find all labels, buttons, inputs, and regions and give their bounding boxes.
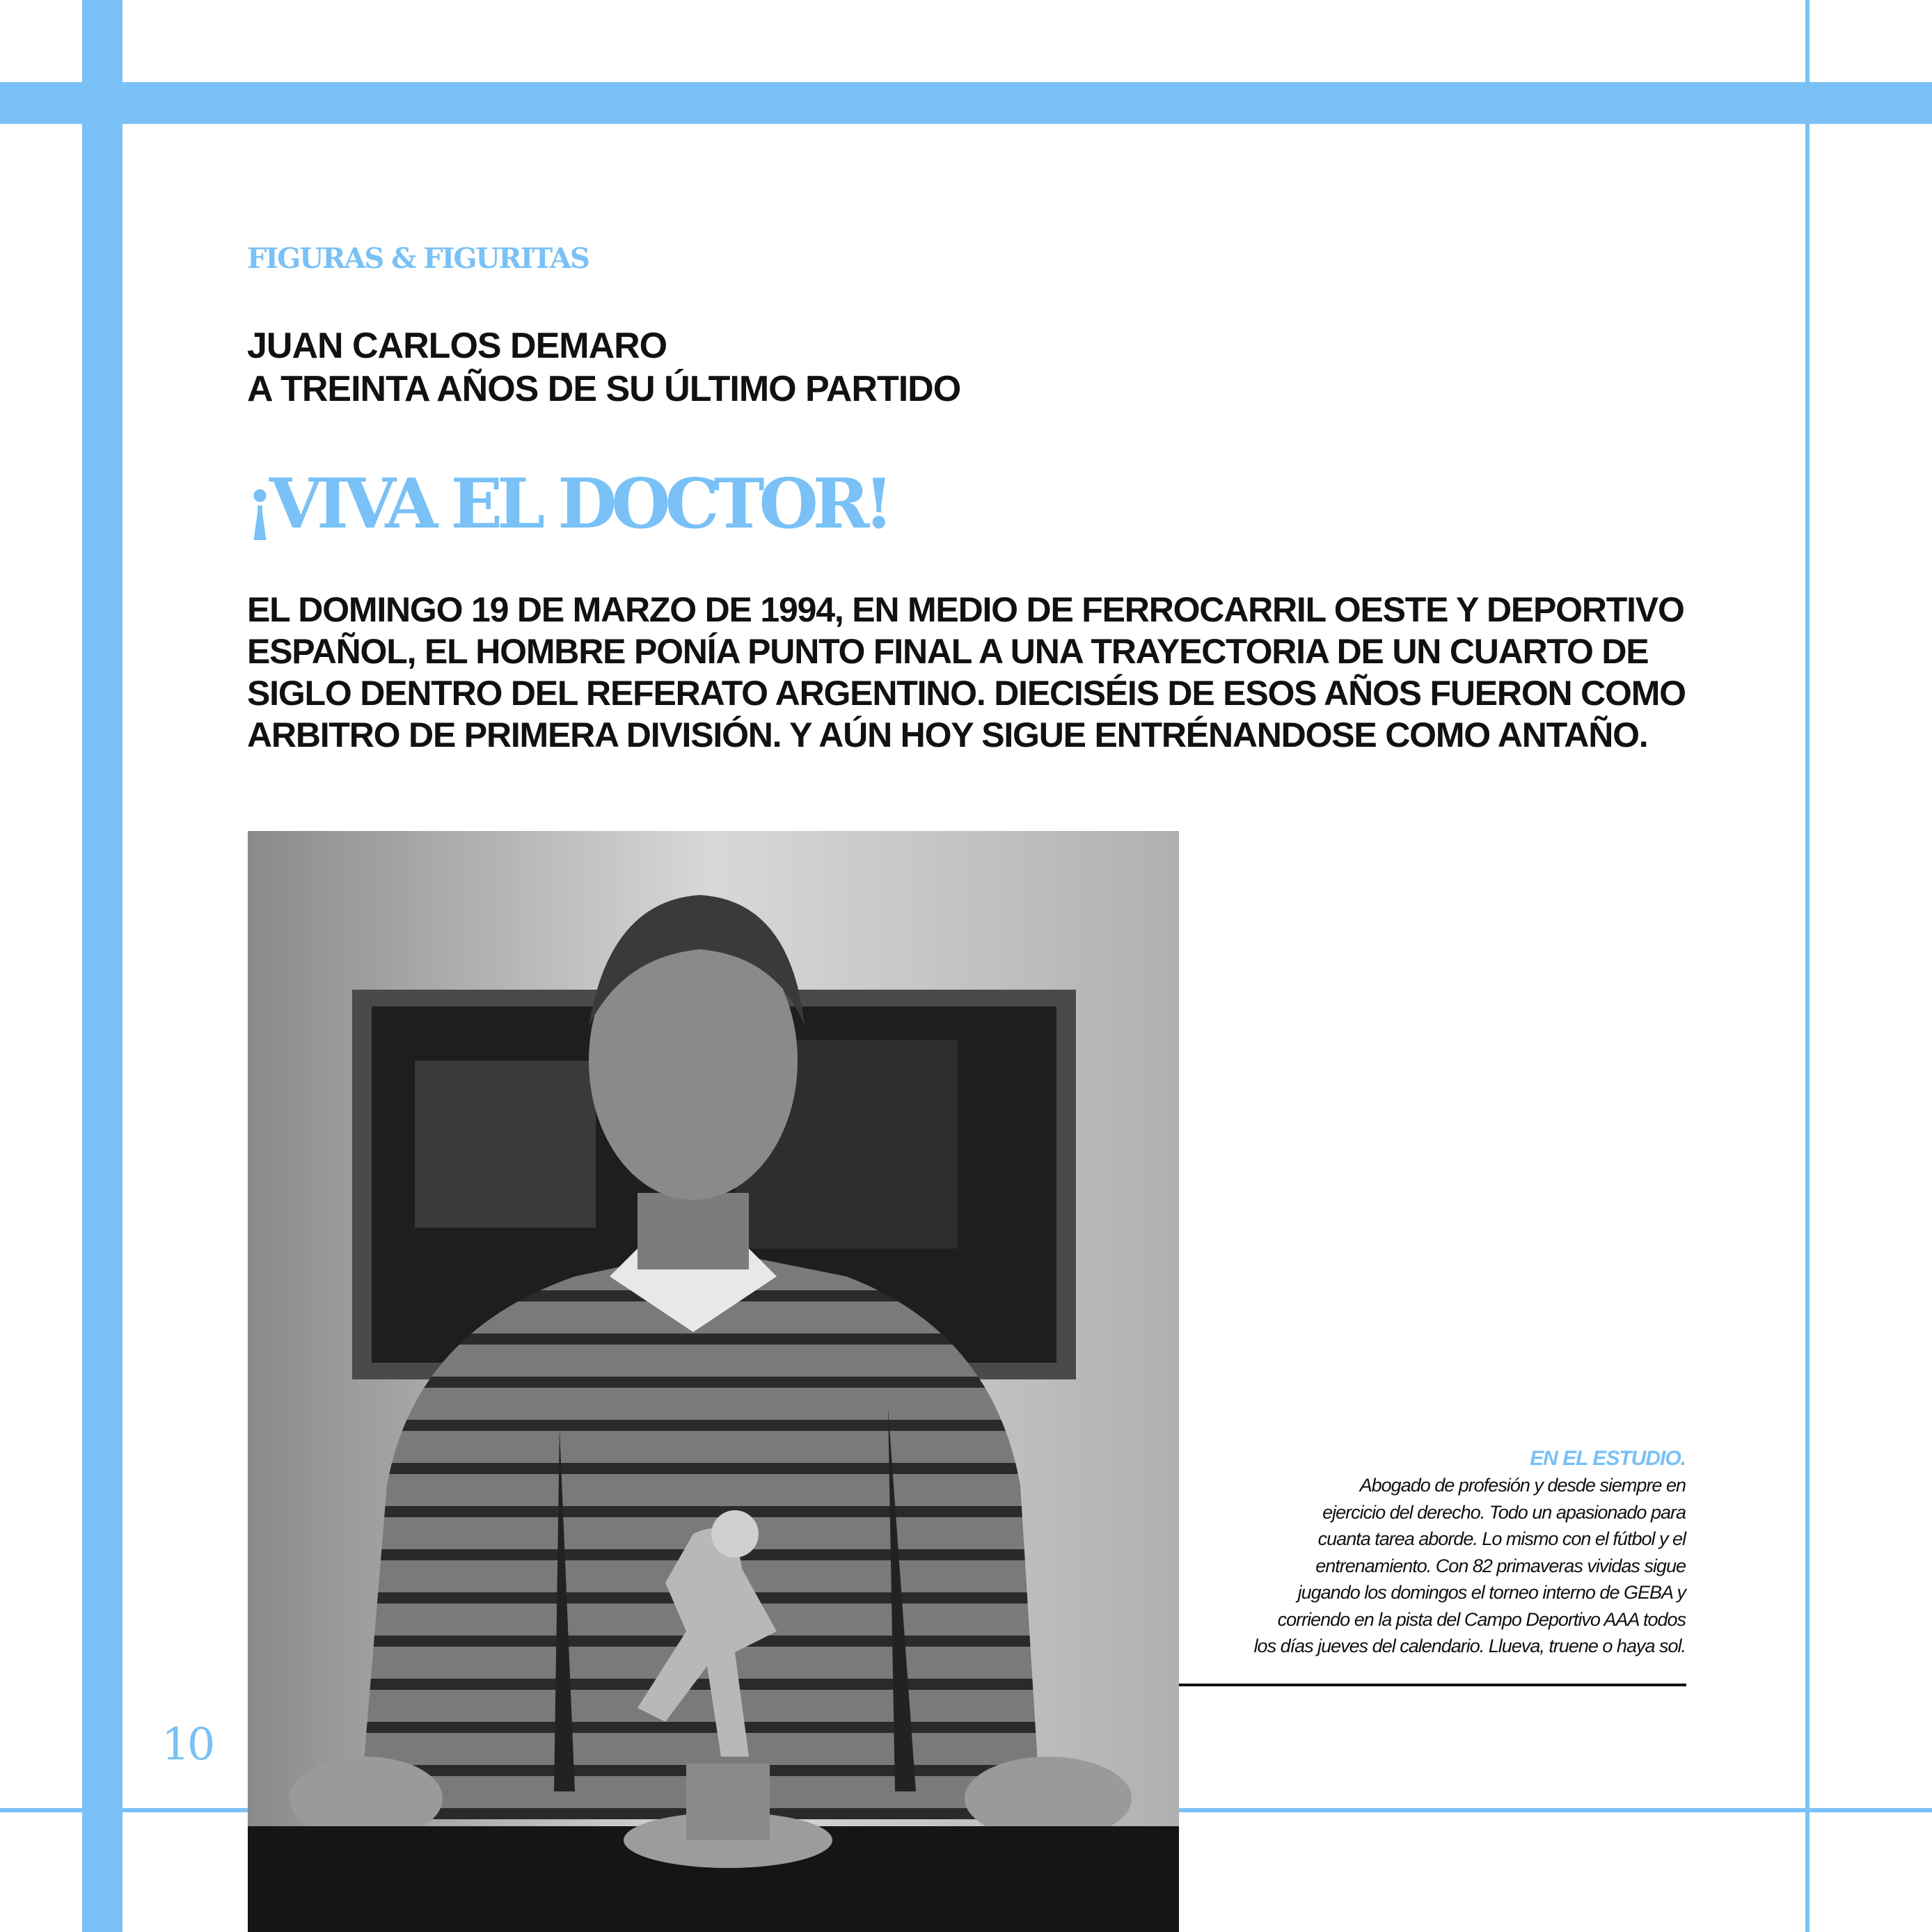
lead-line: SIGLO DENTRO DEL REFERATO ARGENTINO. DIECISÉIS DE ESOS AÑOS FUERON COMO	[247, 674, 1686, 713]
caption-line: Abogado de profesión y desde siempre en	[1359, 1475, 1686, 1496]
caption-line: ejercicio del derecho. Todo un apasionado para	[1322, 1501, 1686, 1523]
portrait-illustration	[248, 831, 1179, 1932]
page-number: 10	[161, 1719, 213, 1771]
frame-top-bar	[0, 82, 1932, 124]
caption-line: los días jueves del calendario. Llueva, truene o haya sol.	[1253, 1636, 1686, 1656]
caption-title: EN EL ESTUDIO.	[1530, 1447, 1686, 1470]
caption-body	[1183, 1472, 1686, 1660]
caption-line: jugando los domingos el torneo interno de GEBA y	[1297, 1582, 1686, 1603]
kicker	[247, 324, 960, 411]
caption-line: cuanta tarea aborde. Lo mismo con el fútbol y el	[1317, 1528, 1686, 1549]
lead-line: ARBITRO DE PRIMERA DIVISIÓN. Y AÚN HOY SIGUE ENTRÉNANDOSE COMO ANTAÑO.	[247, 715, 1648, 754]
kicker-line: JUAN CARLOS DEMARO	[247, 326, 667, 366]
frame-left-bar	[82, 0, 122, 1932]
frame-right-line	[1805, 0, 1810, 1932]
lead-paragraph	[247, 589, 1702, 756]
lead-line: ESPAÑOL, EL HOMBRE PONÍA PUNTO FINAL A UNA TRAYECTORIA DE UN CUARTO DE	[247, 632, 1649, 671]
lead-line: EL DOMINGO 19 DE MARZO DE 1994, EN MEDIO DE FERROCARRIL OESTE Y DEPORTIVO	[247, 590, 1684, 629]
caption-line: corriendo en la pista del Campo Deportivo AAA todos	[1277, 1608, 1686, 1630]
section-label: FIGURAS & FIGURITAS	[247, 242, 589, 275]
photo-caption	[1183, 1446, 1686, 1660]
caption-rule	[1179, 1684, 1686, 1686]
portrait-photo	[248, 831, 1179, 1932]
kicker-line: A TREINTA AÑOS DE SU ÚLTIMO PARTIDO	[247, 369, 961, 409]
headline: ¡VIVA EL DOCTOR!	[245, 464, 889, 544]
caption-line: entrenamiento. Con 82 primaveras vividas sigue	[1315, 1555, 1686, 1576]
